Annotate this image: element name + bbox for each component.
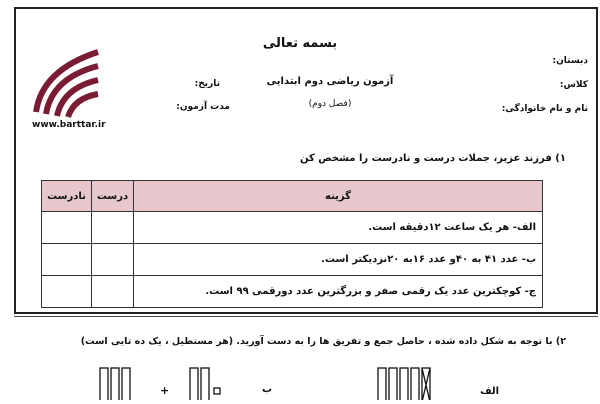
name-label: نام و نام خانوادگی: bbox=[501, 104, 588, 114]
quiz-table bbox=[41, 180, 543, 308]
date-label: تاریخ: bbox=[194, 79, 220, 89]
exam-subtitle: (فصل دوم) bbox=[308, 99, 352, 109]
header-incorrect: نادرست bbox=[42, 181, 92, 212]
page-title: بسمه تعالی bbox=[262, 36, 338, 51]
part-a-label: الف bbox=[480, 386, 500, 397]
table-row bbox=[42, 212, 543, 244]
answer-incorrect-cell[interactable] bbox=[42, 244, 92, 276]
statement-cell: الف- هر یک ساعت ۱۲دقیقه است. bbox=[134, 212, 543, 244]
website-link[interactable]: www.barttar.ir bbox=[32, 120, 106, 130]
answer-incorrect-cell[interactable] bbox=[42, 212, 92, 244]
question1-prompt: ۱) فرزند عزیز، جملات درست و نادرست را مشخص کن bbox=[299, 153, 566, 164]
page-border-left bbox=[14, 7, 16, 312]
plus-sign: + bbox=[160, 384, 170, 397]
table-header-row bbox=[42, 181, 543, 212]
section-divider bbox=[14, 312, 598, 314]
class-label: کلاس: bbox=[559, 80, 588, 90]
school-label: دبستان: bbox=[552, 56, 588, 66]
tens-rods-group-right bbox=[378, 368, 430, 400]
header-correct: درست bbox=[92, 181, 134, 212]
logo-icon bbox=[30, 48, 105, 123]
tens-rods-group-middle bbox=[190, 368, 220, 400]
answer-correct-cell[interactable] bbox=[92, 212, 134, 244]
answer-correct-cell[interactable] bbox=[92, 244, 134, 276]
section-divider-thin bbox=[14, 316, 598, 317]
tens-rods-group-left bbox=[100, 368, 130, 400]
answer-correct-cell[interactable] bbox=[92, 276, 134, 308]
statement-cell: ب- عدد ۴۱ به ۴۰و عدد ۱۶به ۲۰نزدیکتر است. bbox=[134, 244, 543, 276]
page-border-top bbox=[14, 7, 598, 9]
question2-prompt: ۲) با توجه به شکل داده شده ، حاصل جمع و تفریق ها را به دست آورید. (هر مستطیل ، یک ده تایی است) bbox=[80, 336, 566, 347]
duration-label: مدت آزمون: bbox=[176, 102, 230, 112]
header-option: گزینه bbox=[134, 181, 543, 212]
answer-incorrect-cell[interactable] bbox=[42, 276, 92, 308]
exam-title: آزمون ریاضی دوم ابتدایی bbox=[266, 76, 394, 87]
statement-cell: ج- کوچکترین عدد یک رقمی صفر و بزرگترین عدد دورقمی ۹۹ است. bbox=[134, 276, 543, 308]
table-row bbox=[42, 276, 543, 308]
part-b-label: ب bbox=[262, 384, 273, 395]
table-row bbox=[42, 244, 543, 276]
page-border-right bbox=[596, 7, 598, 312]
